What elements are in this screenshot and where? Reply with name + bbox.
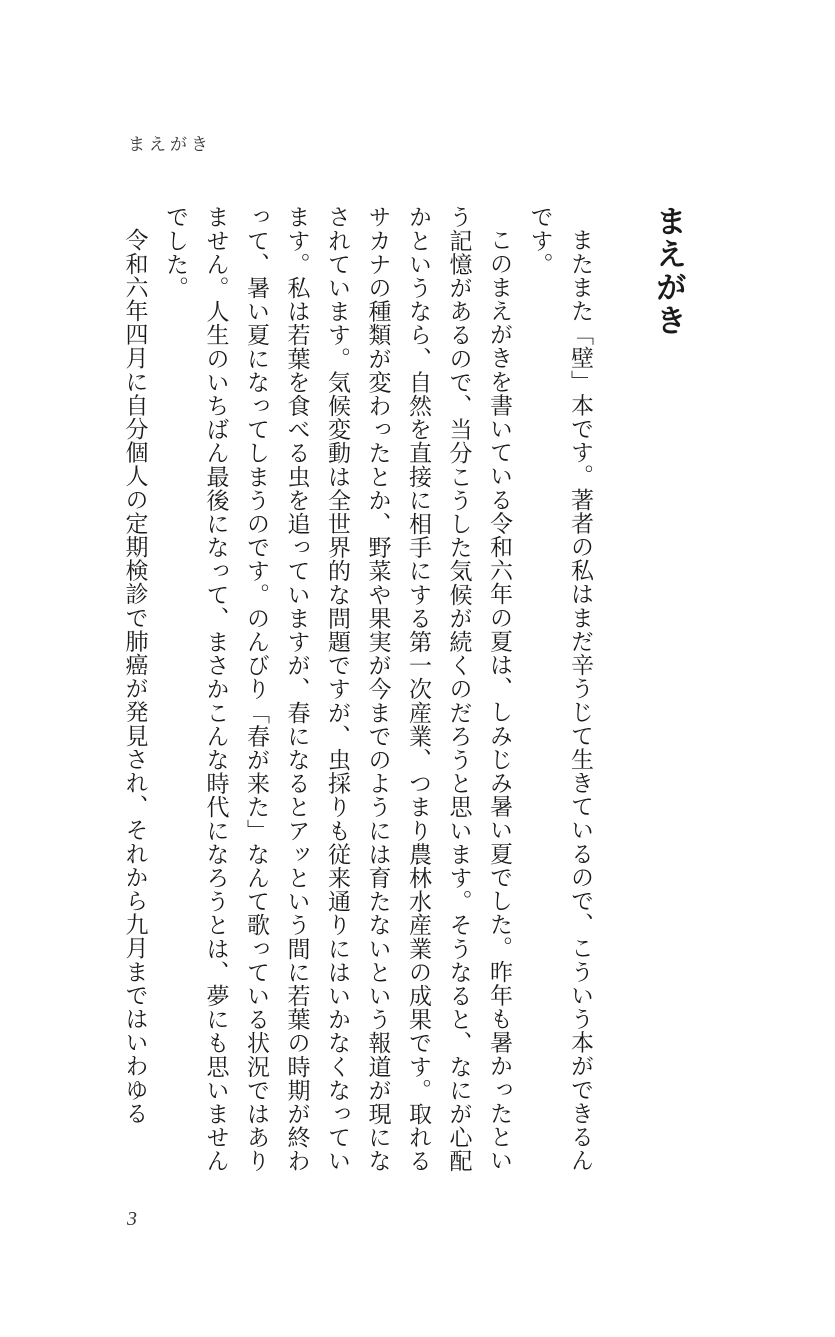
body-text	[100, 205, 600, 1195]
paragraph-1: またまた「壁」本です。著者の私はまだ辛うじて生きているので、こういう本ができるんです。	[526, 205, 593, 1172]
chapter-title: まえがき	[650, 205, 686, 337]
page-number: 3	[127, 1208, 137, 1230]
paragraph-3: 令和六年四月に自分個人の定期検診で肺癌が発見され、それから九月まではいわゆる	[121, 228, 148, 1125]
running-head: まえがき	[128, 135, 212, 155]
paragraph-2: このまえがきを書いている令和六年の夏は、しみじみ暑い夏でした。昨年も暑かったという記憶があるので、当分こうした気候が続くのだろうと思います。そうなると、なにが心配かというなら、自然を直接に相手にする第一次産業、つまり農林水産業の成果です。取れるサカナの種類が変わったとか、野菜や果実が今までのようには育たないという報道が現になされています。気候変動は全世界的な問題ですが、虫採りも従来通りにはいかなくなっています。私は若葉を食べる虫を追っていますが、春になるとアッという間に若葉の時期が終わって、暑い夏になってしまうのです。のんびり「春が来た」なんて歌っている状況ではありません。人生のいちばん最後になって、まさかこんな時代になろうとは、夢にも思いませんでした。	[162, 205, 512, 1173]
